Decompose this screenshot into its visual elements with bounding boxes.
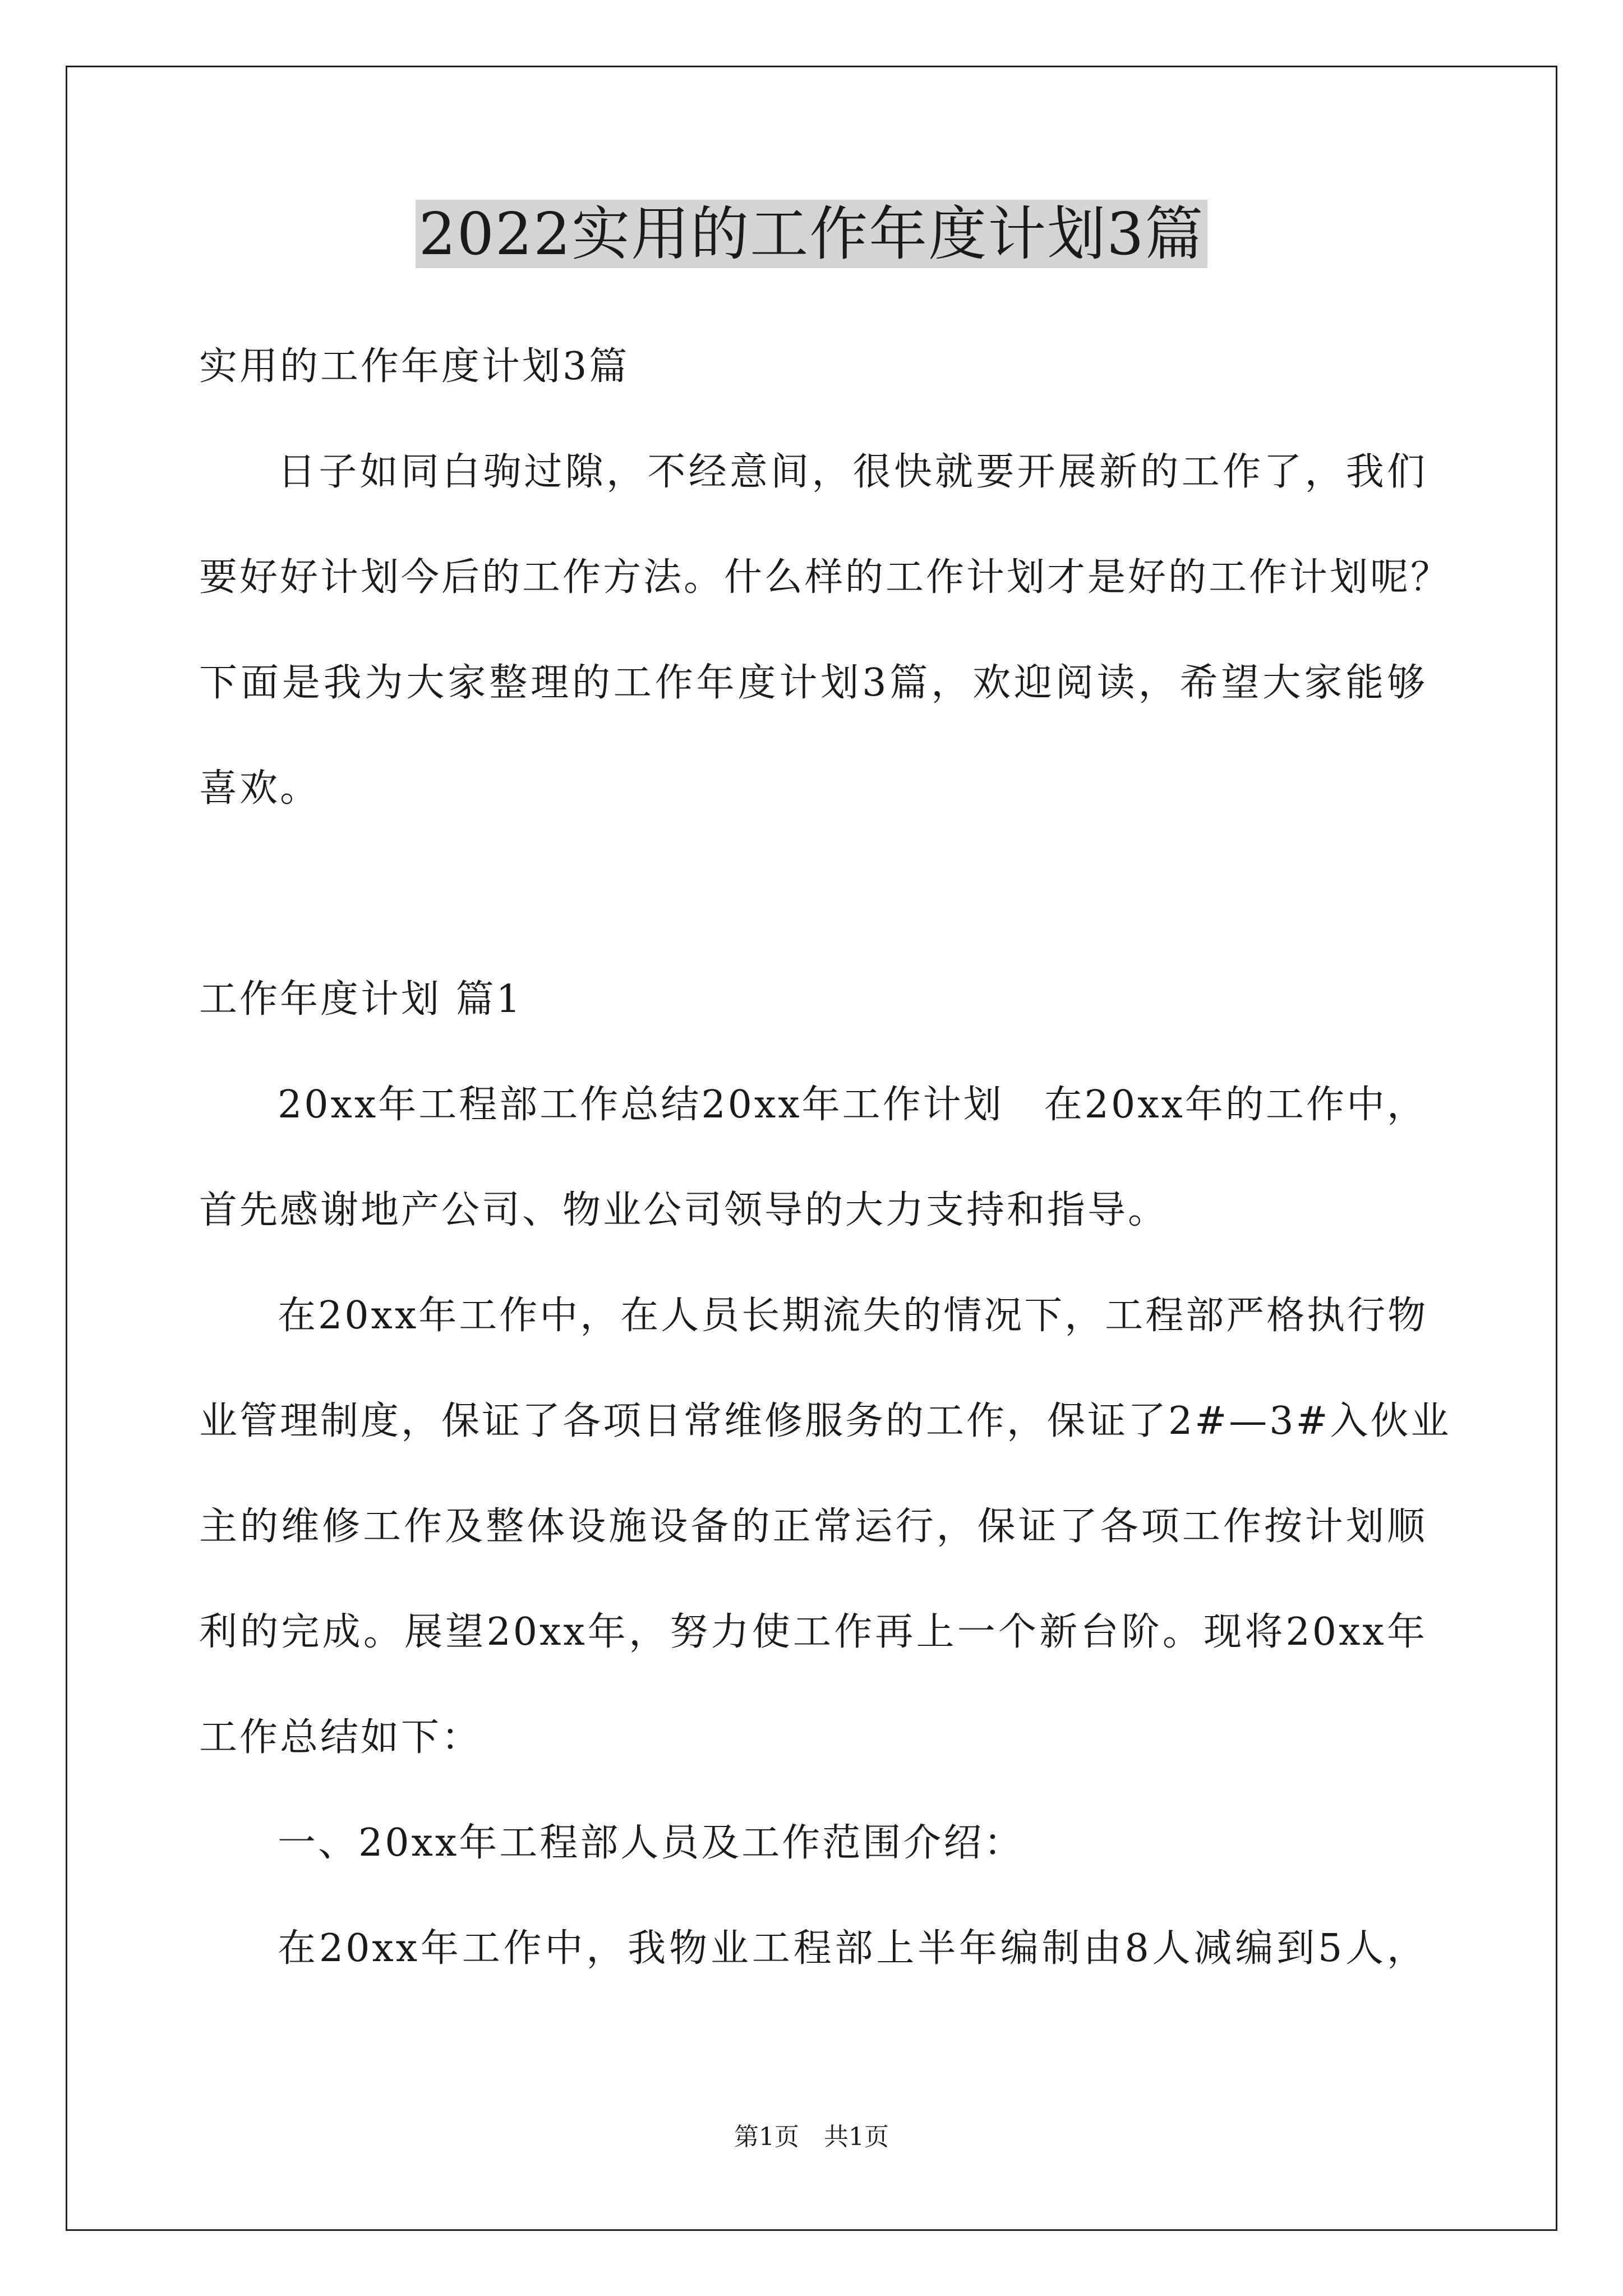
body-line: 主的维修工作及整体设施设备的正常运行，保证了各项工作按计划顺 bbox=[199, 1504, 1427, 1549]
body-line: 业管理制度，保证了各项日常维修服务的工作，保证了2#—3#入伙业 bbox=[199, 1399, 1451, 1443]
section-heading: 工作年度计划 篇1 bbox=[199, 977, 523, 1022]
intro-line: 日子如同白驹过隙，不经意间，很快就要开展新的工作了，我们 bbox=[278, 450, 1427, 494]
intro-line: 下面是我为大家整理的工作年度计划3篇，欢迎阅读，希望大家能够 bbox=[199, 661, 1427, 705]
body-line: 在20xx年工作中，我物业工程部上半年编制由8人减编到5人， bbox=[278, 1926, 1427, 1971]
body-line: 一、20xx年工程部人员及工作范围介绍： bbox=[278, 1821, 1025, 1865]
paragraph-gap bbox=[199, 841, 1427, 947]
intro-line: 要好好计划今后的工作方法。什么样的工作计划才是好的工作计划呢？ bbox=[199, 555, 1451, 600]
body-line: 20xx年工程部工作总结20xx年工作计划 在20xx年的工作中， bbox=[278, 1083, 1427, 1127]
document-body bbox=[199, 314, 1451, 2001]
body-line: 利的完成。展望20xx年，努力使工作再上一个新台阶。现将20xx年 bbox=[199, 1610, 1427, 1654]
body-line: 在20xx年工作中，在人员长期流失的情况下，工程部严格执行物 bbox=[278, 1294, 1428, 1338]
intro-line: 喜欢。 bbox=[199, 766, 321, 811]
body-line: 工作总结如下： bbox=[199, 1715, 482, 1760]
subtitle: 实用的工作年度计划3篇 bbox=[199, 344, 630, 389]
document-title: 2022实用的工作年度计划3篇 bbox=[0, 197, 1623, 270]
body-line: 首先感谢地产公司、物业公司领导的大力支持和指导。 bbox=[199, 1188, 1169, 1232]
page-number: 第1页 共1页 bbox=[734, 2123, 889, 2151]
